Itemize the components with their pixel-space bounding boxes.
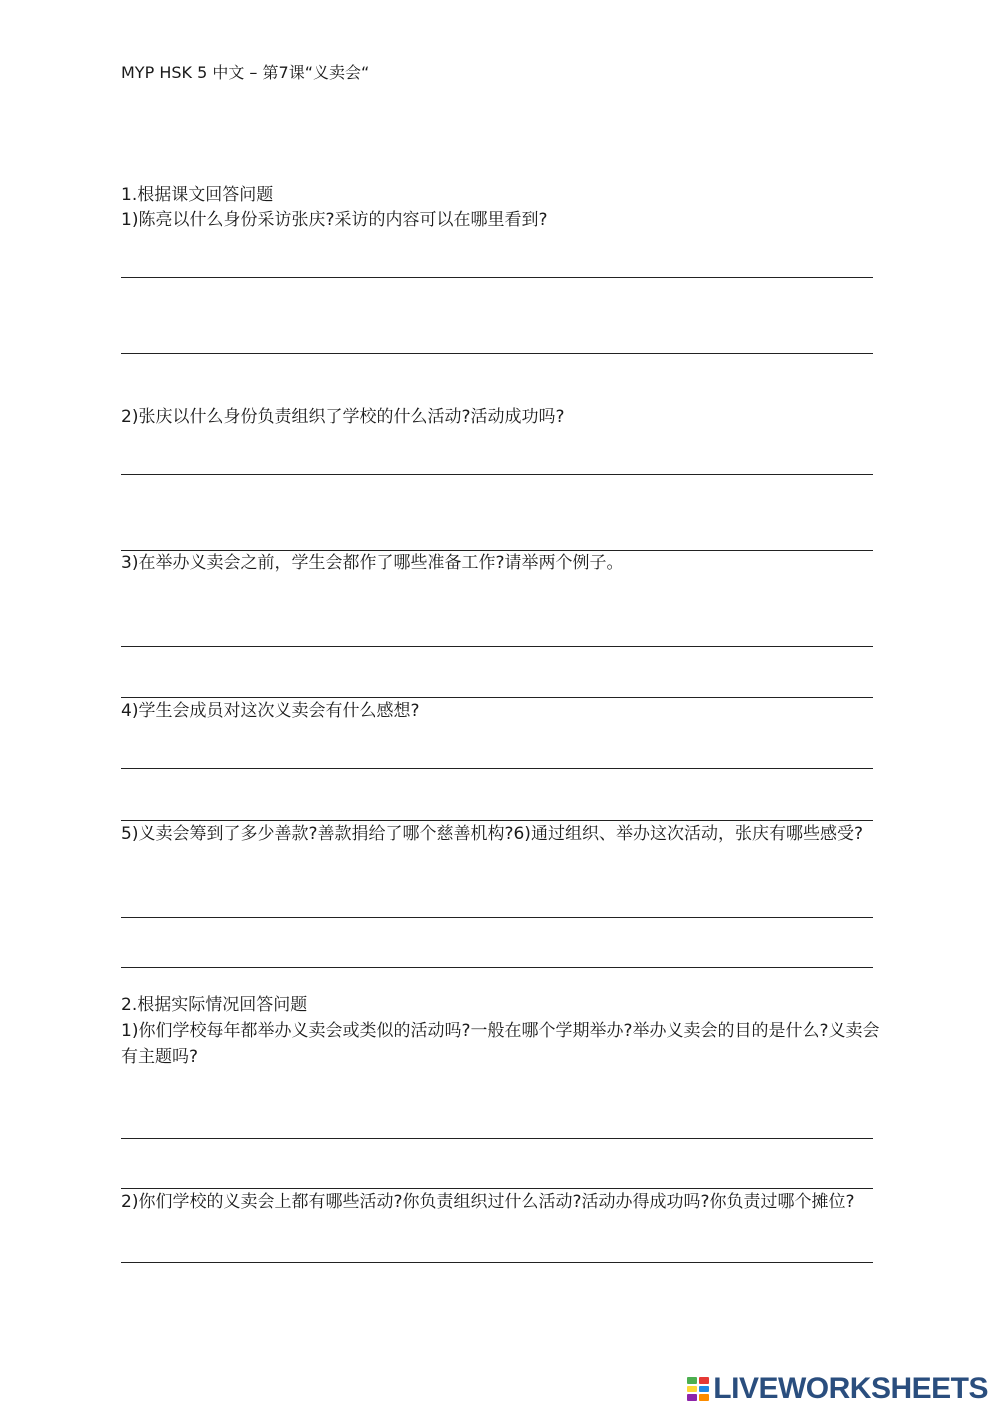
answer-line-s1q4-a[interactable] — [121, 768, 873, 769]
liveworksheets-logo-icon — [687, 1377, 709, 1401]
section2-question-2: 2)你们学校的义卖会上都有哪些活动?你负责组织过什么活动?活动办得成功吗?你负责过哪个摊位? — [121, 1192, 855, 1212]
answer-line-s1q5-a[interactable] — [121, 917, 873, 918]
section1-question-4: 4)学生会成员对这次义卖会有什么感想? — [121, 701, 420, 721]
answer-line-s1q3-a[interactable] — [121, 646, 873, 647]
section1-title: 1.根据课文回答问题 — [121, 185, 274, 205]
section1-question-2: 2)张庆以什么身份负责组织了学校的什么活动?活动成功吗? — [121, 407, 565, 427]
answer-line-s2q2-a[interactable] — [121, 1262, 873, 1263]
section2-title: 2.根据实际情况回答问题 — [121, 995, 308, 1015]
answer-line-s1q5-b[interactable] — [121, 967, 873, 968]
liveworksheets-logo — [687, 1374, 988, 1404]
section1-question-3: 3)在举办义卖会之前，学生会都作了哪些准备工作?请举两个例子。 — [121, 553, 624, 573]
section1-question-1: 1)陈亮以什么身份采访张庆?采访的内容可以在哪里看到? — [121, 210, 548, 230]
answer-line-s2q1-a[interactable] — [121, 1138, 873, 1139]
logo-text: LIVEWORKSHEETS — [713, 1372, 988, 1405]
answer-line-s1q1-a[interactable] — [121, 277, 873, 278]
section2-question-1: 1)你们学校每年都举办义卖会或类似的活动吗?一般在哪个学期举办?举办义卖会的目的是什么?义卖会有主题吗? — [121, 1021, 880, 1067]
answer-line-s1q1-b[interactable] — [121, 353, 873, 354]
page-header: MYP HSK 5 中文 – 第7课“义卖会“ — [121, 63, 370, 82]
section1-question-5-6: 5)义卖会筹到了多少善款?善款捐给了哪个慈善机构?6)通过组织、举办这次活动，张庆有哪些感受? — [121, 824, 863, 844]
answer-line-s1q2-a[interactable] — [121, 474, 873, 475]
